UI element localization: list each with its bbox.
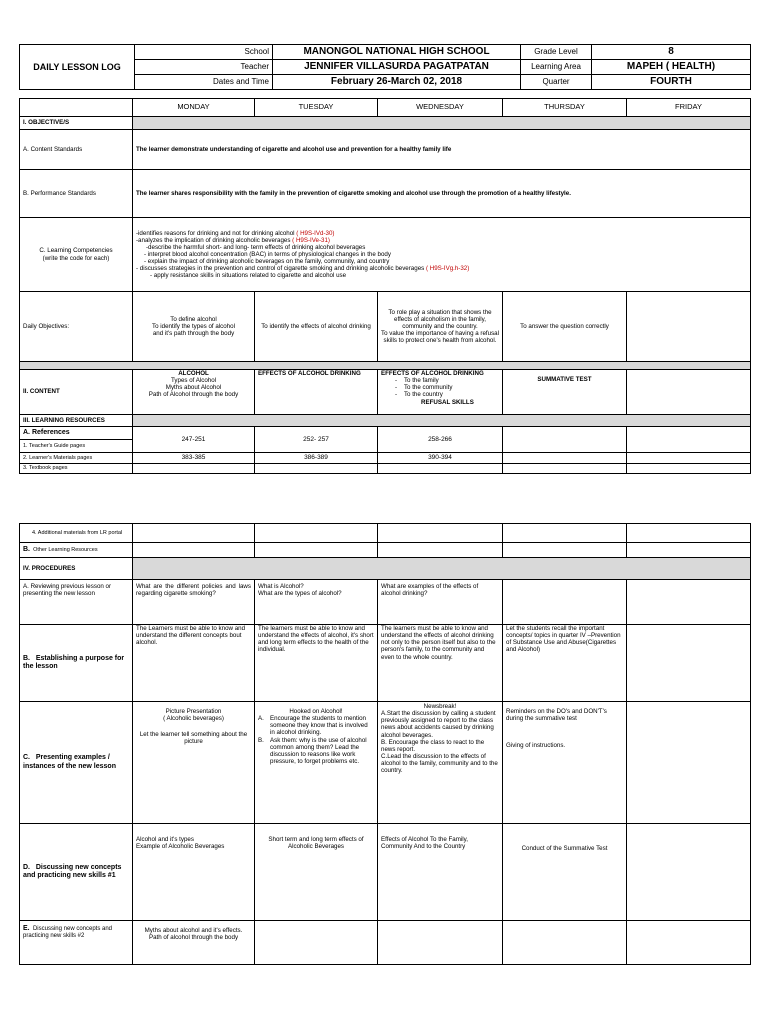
grade-level-value: 8 (592, 45, 751, 60)
daily-lesson-log-title: DAILY LESSON LOG (20, 45, 135, 90)
additional-materials-label: 4. Additional materials from LR portal (20, 524, 133, 543)
procedure-e-monday: Myths about alcohol and it's effects. Path of alcohol through the body (133, 921, 255, 965)
procedure-c-tuesday: Hooked on Alcohol! A. Encourage the students to mention someone they know that is involved in alcohol drinking. B. Ask them: why is the use of alcohol common among them? Lead the discussion to reasons like work pressure, to forget problems etc. (255, 702, 378, 824)
procedure-a-label: A. Reviewing previous lesson or presenting the new lesson (20, 580, 133, 625)
content-thursday: SUMMATIVE TEST (503, 370, 627, 415)
day-monday: MONDAY (133, 99, 255, 117)
content-standards-label: A. Content Standards (20, 130, 133, 170)
content-wednesday: EFFECTS OF ALCOHOL DRINKING - To the family - To the community - To the country REFUSAL SKILLS (378, 370, 503, 415)
procedure-c-wednesday: Newsbreak! A.Start the discussion by calling a student previously assigned to report to the class news about accidents caused by drinking alcohol beverages. B. Encourage the class to react to the news report. C.Lead the discussion to the effects of alcohol to the family, community and to the country. (378, 702, 503, 824)
procedure-b-label: B. Establishing a purpose for the lesson (20, 625, 133, 702)
teacher-label: Teacher (135, 60, 273, 75)
dates-label: Dates and Time (135, 75, 273, 90)
lm-pages-monday: 383-385 (133, 453, 255, 464)
school-label: School (135, 45, 273, 60)
grade-level-label: Grade Level (521, 45, 592, 60)
procedure-d-wednesday: Effects of Alcohol To the Family, Community And to the Country (378, 824, 503, 921)
procedure-c-thursday: Reminders on the DO's and DON'T's during the summative test Giving of instructions. (503, 702, 627, 824)
competency-code: ( H9S-IVd-30) (296, 229, 335, 237)
learning-resources-heading: III. LEARNING RESOURCES (20, 415, 133, 427)
learning-competencies-list: -identifies reasons for drinking and not for drinking alcohol ( H9S-IVd-30) -analyzes the implication of drinking alcoholic beverages ( H9S-IVe-31) -describe the harmful short- and long- term effects of drinking alcohol beverages - interpret blood alcohol concentration (BAC) in terms of physiological changes in the body - explain the impact of drinking alcoholic beverages on the family, community, and country - discusses strategies in the prevention and control of cigarette smoking and drinking alcoholic beverages ( H9S-IVg.h-32) - apply resistance skills in situations related to cigarette and alcohol use (133, 218, 751, 292)
daily-objectives-label: Daily Objectives: (20, 292, 133, 362)
tg-pages-monday: 247-251 (133, 427, 255, 453)
references-label: A. References (20, 427, 133, 440)
teachers-guide-label: 1. Teacher's Guide pages (20, 440, 133, 453)
procedure-c-monday: Picture Presentation ( Alcoholic beverages) Let the learner tell something about the picture (133, 702, 255, 824)
other-resources-label: B. Other Learning Resources (20, 543, 133, 558)
tg-pages-tuesday: 252- 257 (255, 427, 378, 453)
lm-pages-wednesday: 390-394 (378, 453, 503, 464)
day-friday: FRIDAY (627, 99, 751, 117)
lesson-table-page-2 (19, 523, 751, 965)
lm-pages-tuesday: 386-389 (255, 453, 378, 464)
procedure-d-label: D. Discussing new concepts and practicing new skills #1 (20, 824, 133, 921)
daily-objective-thursday: To answer the question correctly (503, 292, 627, 362)
procedure-a-tuesday: What is Alcohol? What are the types of alcohol? (255, 580, 378, 625)
procedures-heading: IV. PROCEDURES (20, 558, 133, 580)
daily-objective-tuesday: To identify the effects of alcohol drinking (255, 292, 378, 362)
daily-objective-monday: To define alcohol To identify the types of alcohol and it's path through the body (133, 292, 255, 362)
dates-value: February 26-March 02, 2018 (273, 75, 521, 90)
learning-area-label: Learning Area (521, 60, 592, 75)
procedure-b-tuesday: The learners must be able to know and understand the effects of alcohol, it's short and long term effects to the health of the individual. (255, 625, 378, 702)
quarter-value: FOURTH (592, 75, 751, 90)
procedure-b-thursday: Let the students recall the important concepts/ topics in quarter IV –Prevention of Substance Use and Abuse(Cigarettes and Alcohol) (503, 625, 627, 702)
day-thursday: THURSDAY (503, 99, 627, 117)
learning-competencies-label: C. Learning Competencies (write the code for each) (20, 218, 133, 292)
procedure-b-wednesday: The learners must be able to know and understand the effects of alcohol drinking not only to the person itself but also to the person's family, to the community and even to the whole country. (378, 625, 503, 702)
procedure-d-tuesday: Short term and long term effects of Alcoholic Beverages (255, 824, 378, 921)
tg-pages-wednesday: 258-266 (378, 427, 503, 453)
content-tuesday: EFFECTS OF ALCOHOL DRINKING (255, 370, 378, 415)
procedure-c-label: C. Presenting examples / instances of the new lesson (20, 702, 133, 824)
day-tuesday: TUESDAY (255, 99, 378, 117)
competency-code: ( H9S-IVe-31) (292, 236, 330, 244)
school-name: MANONGOL NATIONAL HIGH SCHOOL (273, 45, 521, 60)
objectives-heading: I. OBJECTIVE/S (20, 117, 133, 130)
learners-materials-label: 2. Learner's Materials pages (20, 453, 133, 464)
quarter-label: Quarter (521, 75, 592, 90)
performance-standards-text: The learner shares responsibility with the family in the prevention of cigarette smoking and alcohol use through the promotion of a healthy lifestyle. (133, 170, 751, 218)
competency-code: ( H9S-IVg.h-32) (425, 265, 470, 273)
content-heading: II. CONTENT (20, 370, 133, 415)
teacher-name: JENNIFER VILLASURDA PAGATPATAN (273, 60, 521, 75)
header-table (19, 44, 751, 90)
content-monday: ALCOHOL Types of Alcohol Myths about Alcohol Path of Alcohol through the body (133, 370, 255, 415)
procedure-a-monday: What are the different policies and laws regarding cigarette smoking? (133, 580, 255, 625)
lesson-table-page-1 (19, 98, 751, 474)
day-wednesday: WEDNESDAY (378, 99, 503, 117)
learning-area-value: MAPEH ( HEALTH) (592, 60, 751, 75)
procedure-d-thursday: Conduct of the Summative Test (503, 824, 627, 921)
performance-standards-label: B. Performance Standards (20, 170, 133, 218)
procedure-b-monday: The Learners must be able to know and understand the different concepts bout alcohol. (133, 625, 255, 702)
procedure-a-wednesday: What are examples of the effects of alcohol drinking? (378, 580, 503, 625)
procedure-e-label: E. Discussing new concepts and practicing new skills #2 (20, 921, 133, 965)
daily-objective-wednesday: To role play a situation that shows the effects of alcoholism in the family, community and the country. To value the importance of having a refusal skills to protect one's health from alcohol. (378, 292, 503, 362)
day-header-row (20, 99, 751, 117)
procedure-d-monday: Alcohol and it's types Example of Alcoholic Beverages (133, 824, 255, 921)
textbook-pages-label: 3. Textbook pages (20, 464, 133, 474)
content-standards-text: The learner demonstrate understanding of cigarette and alcohol use and prevention for a healthy family life (133, 130, 751, 170)
